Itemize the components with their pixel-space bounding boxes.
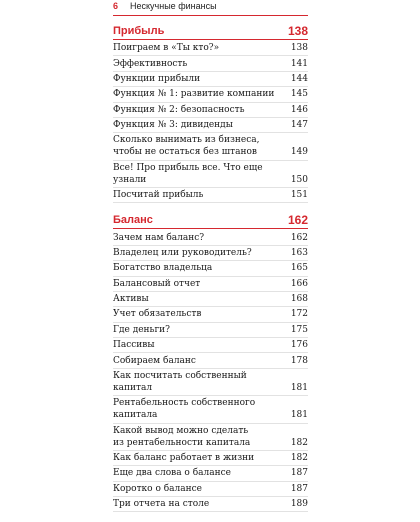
running-header — [113, 0, 217, 12]
entry-page-number: 168 — [290, 294, 308, 305]
toc-entry[interactable] — [113, 41, 308, 56]
toc-entry[interactable] — [113, 369, 308, 396]
table-of-contents — [113, 24, 308, 522]
entry-title: Активы — [113, 294, 149, 305]
entry-page-number: 141 — [290, 58, 308, 69]
entry-title: Рентабельность собственного капитала — [113, 398, 256, 421]
toc-entry[interactable] — [113, 292, 308, 307]
entry-page-number: 151 — [290, 190, 308, 201]
entry-page-number: 175 — [290, 324, 308, 335]
entry-page-number: 182 — [290, 437, 308, 448]
entry-page-number: 181 — [290, 382, 308, 393]
toc-entry[interactable] — [113, 261, 308, 276]
entry-title: Функции прибыли — [113, 73, 201, 84]
entry-page-number: 138 — [290, 43, 308, 54]
entry-title: Как посчитать собственный капитал — [113, 370, 247, 393]
entry-page-number: 146 — [290, 104, 308, 115]
entry-page-number: 178 — [290, 355, 308, 366]
toc-entry[interactable] — [113, 323, 308, 338]
entry-title: Как баланс работает в жизни — [113, 453, 255, 464]
entry-title: Какой вывод можно сделать из рентабельности капитала — [113, 425, 251, 448]
entry-title: Учет обязательств — [113, 309, 202, 320]
toc-entry[interactable] — [113, 87, 308, 102]
entry-title: Где деньги? — [113, 324, 170, 335]
entry-page-number: 189 — [290, 499, 308, 510]
toc-entry[interactable] — [113, 161, 308, 188]
entry-page-number: 176 — [290, 340, 308, 351]
entry-title: Функция № 3: дивиденды — [113, 120, 233, 131]
entry-title: Посчитай прибыль — [113, 190, 204, 201]
toc-entry[interactable] — [113, 307, 308, 322]
section-heading[interactable] — [113, 24, 308, 39]
toc-entry[interactable] — [113, 103, 308, 118]
entry-title: Коротко о балансе — [113, 483, 202, 494]
section-page-number: 162 — [287, 213, 308, 228]
section-heading[interactable] — [113, 213, 308, 228]
page-number: 6 — [113, 1, 119, 11]
header-divider — [113, 15, 308, 16]
entry-title: Балансовый отчет — [113, 278, 201, 289]
entry-title: Все! Про прибыль все. Что еще узнали — [113, 162, 263, 185]
entry-title: Богатство владельца — [113, 263, 213, 274]
toc-entry[interactable] — [113, 338, 308, 353]
entry-title: Еще два слова о балансе — [113, 468, 231, 479]
toc-entry[interactable] — [113, 482, 308, 497]
section-title: Баланс — [113, 214, 153, 227]
entry-page-number: 181 — [290, 410, 308, 421]
entry-page-number: 162 — [290, 232, 308, 243]
entry-page-number: 165 — [290, 263, 308, 274]
toc-entry[interactable] — [113, 466, 308, 481]
toc-entry[interactable] — [113, 133, 308, 160]
toc-entry[interactable] — [113, 497, 308, 512]
toc-section — [113, 213, 308, 512]
entry-page-number: 172 — [290, 309, 308, 320]
entry-page-number: 144 — [290, 73, 308, 84]
toc-entry[interactable] — [113, 230, 308, 245]
toc-entry[interactable] — [113, 396, 308, 423]
entry-title: Собираем баланс — [113, 355, 196, 366]
entry-title: Эффективность — [113, 58, 188, 69]
section-title: Прибыль — [113, 25, 165, 37]
toc-entry[interactable] — [113, 118, 308, 133]
toc-entry[interactable] — [113, 277, 308, 292]
section-divider — [113, 228, 308, 229]
toc-entry[interactable] — [113, 56, 308, 71]
entry-title: Функция № 1: развитие компании — [113, 89, 275, 100]
entry-page-number: 163 — [290, 247, 308, 258]
running-title: Нескучные финансы — [130, 1, 217, 11]
entry-page-number: 150 — [290, 174, 308, 185]
entry-title: Поиграем в «Ты кто?» — [113, 43, 220, 54]
toc-entry[interactable] — [113, 353, 308, 368]
toc-entry[interactable] — [113, 188, 308, 203]
section-divider — [113, 39, 308, 40]
toc-entry[interactable] — [113, 424, 308, 451]
toc-entry[interactable] — [113, 72, 308, 87]
entry-page-number: 182 — [290, 453, 308, 464]
entry-title: Три отчета на столе — [113, 499, 210, 510]
entry-page-number: 145 — [290, 89, 308, 100]
entry-title: Владелец или руководитель? — [113, 247, 252, 258]
entry-page-number: 166 — [290, 278, 308, 289]
entry-title: Функция № 2: безопасность — [113, 104, 245, 115]
entry-title: Сколько вынимать из бизнеса, чтобы не остаться без штанов — [113, 135, 260, 158]
entry-page-number: 187 — [290, 468, 308, 479]
entry-page-number: 187 — [290, 483, 308, 494]
entry-page-number: 147 — [290, 120, 308, 131]
entry-title: Зачем нам баланс? — [113, 232, 205, 243]
toc-entry[interactable] — [113, 451, 308, 466]
entry-title: Пассивы — [113, 340, 155, 351]
toc-entry[interactable] — [113, 246, 308, 261]
toc-section — [113, 24, 308, 203]
entry-page-number: 149 — [290, 147, 308, 158]
section-page-number: 138 — [287, 24, 308, 38]
